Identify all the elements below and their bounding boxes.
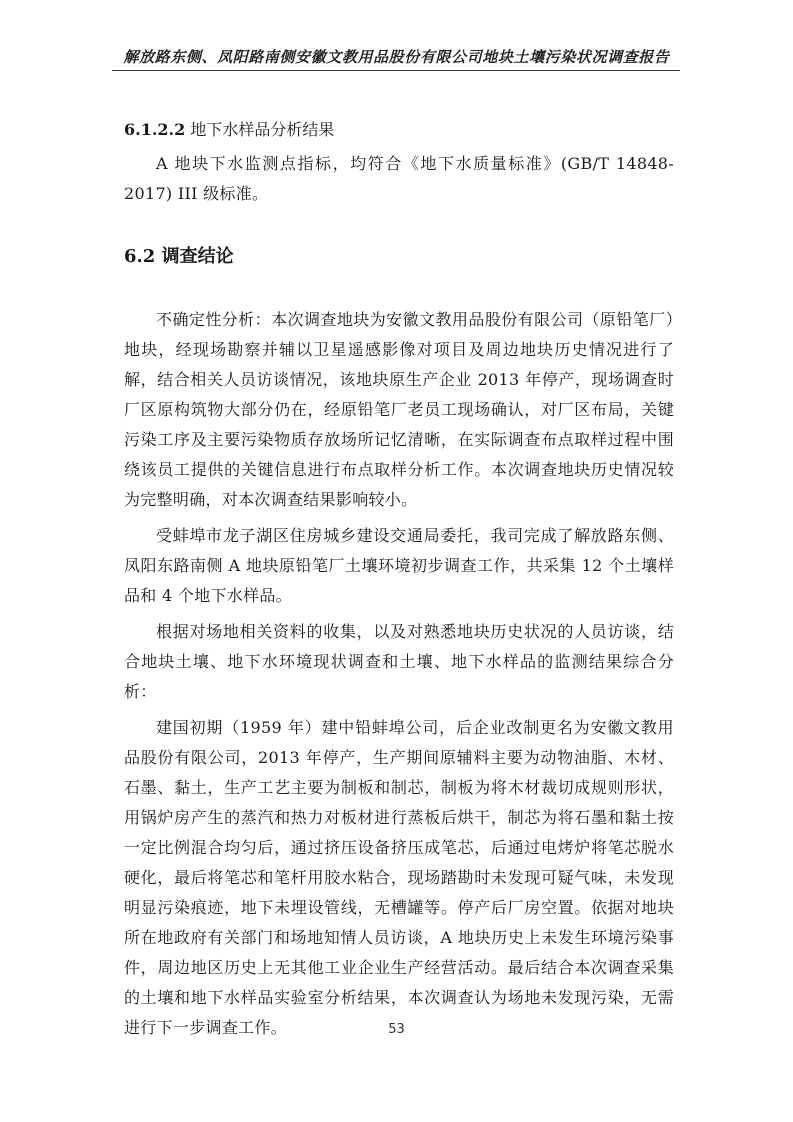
section-heading-6-1-2-2: [124, 119, 674, 141]
document-body: [124, 119, 674, 1049]
section-number: 6.1.2.2: [124, 120, 186, 139]
section-number: 6.2: [124, 246, 156, 267]
groundwater-result-paragraph: A 地块下水监测点指标，均符合《地下水质量标准》(GB/T 14848-2017) III 级标准。: [124, 154, 674, 203]
uncertainty-analysis-paragraph: 不确定性分析：本次调查地块为安徽文教用品股份有限公司（原铅笔厂）地块，经现场勘察并辅以卫星遥感影像对项目及周边地块历史情况进行了解，结合相关人员访谈情况，该地块原生产企业 2013 年停产，现场调查时厂区原构筑物大部分仍在，经原铅笔厂老员工现场确认，对厂区布局，关键污染工序及主要污染物质存放场所记忆清晰，在实际调查布点取样过程中围绕该员工提供的关键信息进行布点取样分析工作。本次调查地块历史情况较为完整明确，对本次调查结果影响较小。: [124, 310, 674, 509]
commission-paragraph: 受蚌埠市龙子湖区住房城乡建设交通局委托，我司完成了解放路东侧、凤阳东路南侧 A 地块原铅笔厂土壤环境初步调查工作，共采集 12 个土壤样品和 4 个地下水样品。: [124, 526, 674, 605]
header-divider: [112, 70, 680, 71]
page-header: 解放路东侧、凤阳路南侧安徽文教用品股份有限公司地块土壤污染状况调查报告: [123, 48, 670, 66]
section-heading-6-2: [124, 245, 674, 269]
conclusion-paragraph: 建国初期（1959 年）建中铅蚌埠公司，后企业改制更名为安徽文教用品股份有限公司，2013 年停产，生产期间原辅料主要为动物油脂、木材、石墨、黏土，生产工艺主要为制板和制芯，制板为将木材裁切成规则形状，用锅炉房产生的蒸汽和热力对板材进行蒸板后烘干，制芯为将石墨和黏土按一定比例混合均匀后，通过挤压设备挤压成笔芯，后通过电烤炉将笔芯脱水硬化，最后将笔芯和笔杆用胶水粘合，现场踏勘时未发现可疑气味，未发现明显污染痕迹，地下未埋设管线，无槽罐等。停产后厂房空置。依据对地块所在地政府有关部门和场地知情人员访谈，A 地块历史上未发生环境污染事件，周边地区历史上无其他工业企业生产经营活动。最后结合本次调查采集的土壤和地下水样品实验室分析结果，本次调查认为场地未发现污染，无需进行下一步调查工作。: [124, 718, 674, 1037]
section-title: 调查结论: [161, 246, 234, 267]
page-number: 53: [388, 1022, 405, 1037]
analysis-basis-paragraph: 根据对场地相关资料的收集，以及对熟悉地块历史状况的人员访谈，结合地块土壤、地下水环境现状调查和土壤、地下水样品的监测结果综合分析：: [124, 622, 674, 701]
section-title: 地下水样品分析结果: [190, 120, 335, 139]
